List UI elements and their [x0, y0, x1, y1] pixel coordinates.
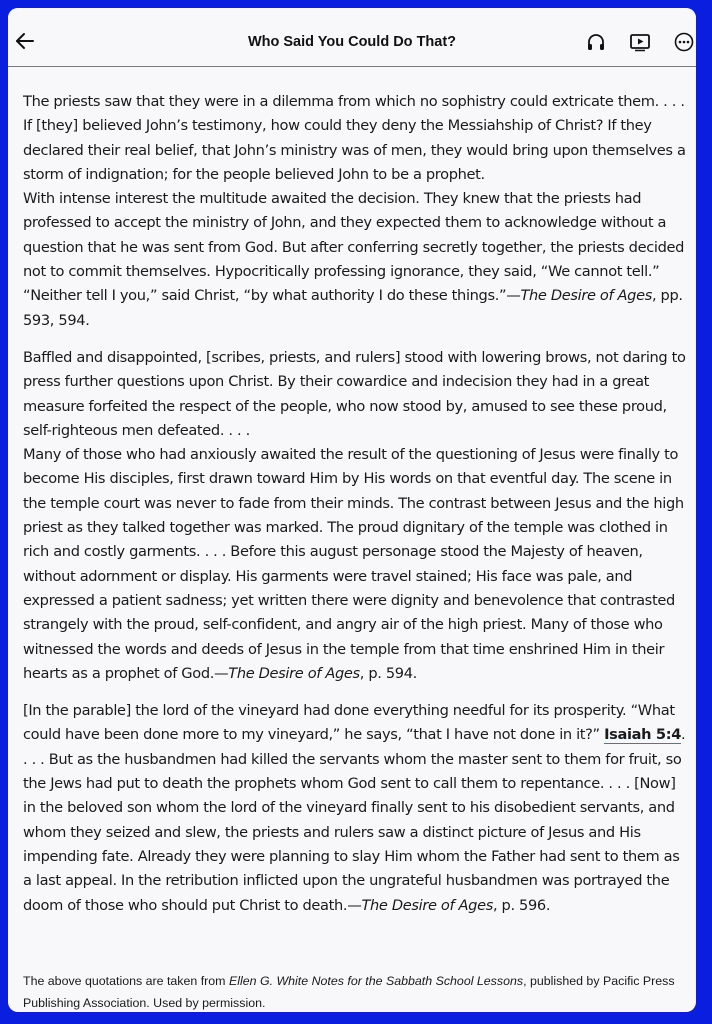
- source-pages: , p. 596.: [492, 896, 551, 914]
- reading-content: [23, 90, 687, 918]
- paragraph-text: Many of those who had anxiously awaited the result of the questioning of Jesus were finally to become His disciples, first drawn toward Him by His words on that eventful day. The scene in the temple court was never to fade from their minds. The contrast between Jesus and the high priest as they talked together was marked. The proud dignitary of the temple was clothed in rich and costly garments. . . . Before this august personage stood the Majesty of heaven, without adornment or display. His garments were travel stained; His face was pale, and expressed a patient sadness; yet written there were dignity and benevolence that contrasted strangely with the proud, self-confident, and angry air of the high priest. Many of those who witnessed the words and deeds of Jesus in the temple from that time enshrined Him in their hearts as a prophet of God.—: [23, 446, 684, 682]
- attribution-text: The above quotations are taken from: [23, 974, 229, 988]
- source-pages: , p. 594.: [359, 664, 417, 682]
- top-bar: [8, 8, 696, 67]
- attribution-source: Ellen G. White Notes for the Sabbath School Lessons: [228, 974, 524, 988]
- scripture-link[interactable]: Isaiah 5:4: [604, 726, 681, 744]
- source-title: The Desire of Ages: [520, 287, 652, 305]
- source-pages: , pp. 593, 594.: [23, 287, 683, 329]
- headphones-icon[interactable]: [585, 31, 607, 53]
- play-video-icon[interactable]: [629, 31, 651, 53]
- source-title: The Desire of Ages: [361, 896, 493, 914]
- paragraph: [23, 699, 687, 918]
- attribution-note: [23, 970, 689, 1012]
- paragraph-text: [In the parable] the lord of the vineyard had done everything needful for its prosperity. “What could have been done more to my vineyard,” he says, “that I have not done in it?”: [23, 702, 675, 744]
- app-window: [8, 8, 696, 1012]
- paragraph: Baffled and disappointed, [scribes, priests, and rulers] stood with lowering brows, not daring to press further questions upon Christ. By their cowardice and indecision they had in a great measure forfeited the respect of the people, who now stood by, amused to see these proud, self-righteous men defeated. . . .: [23, 348, 686, 439]
- source-title: The Desire of Ages: [228, 664, 360, 682]
- back-arrow-icon[interactable]: [14, 30, 36, 52]
- paragraph: [23, 187, 687, 333]
- paragraph: [23, 443, 687, 686]
- paragraph-text: . . . . But as the husbandmen had killed the servants whom the master sent to them for fruit, so the Jews had put to death the prophets whom God sent to call them to repentance. . . . [Now] in the beloved son whom the lord of the vineyard finally sent to his disobedient servants, and whom they seized and slew, the priests and rulers saw a distinct picture of Jesus and His impending fate. Already they were planning to slay Him whom the Father had sent to them as a last appeal. In the retribution inflicted upon the ungrateful husbandmen was portrayed the doom of those who should put Christ to death.—: [23, 726, 686, 914]
- paragraph-text: With intense interest the multitude awaited the decision. They knew that the priests had professed to accept the ministry of John, and they expected them to acknowledge without a question that he was sent from God. But after conferring secretly together, the priests decided not to commit themselves. Hypocritically professing ignorance, they said, “We cannot tell.” “Neither tell I you,” said Christ, “by what authority I do these things.”—: [23, 190, 685, 305]
- attribution-text: , published by Pacific Press Publishing Association. Used by permission.: [23, 974, 675, 1010]
- paragraph: The priests saw that they were in a dilemma from which no sophistry could extricate them. . . . If [they] believed John’s testimony, how could they deny the Messiahship of Christ? If they declared their real belief, that John’s ministry was of men, they would bring upon themselves a storm of indignation; for the people believed John to be a prophet.: [23, 93, 686, 183]
- page-title: Who Said You Could Do That?: [247, 34, 457, 50]
- more-options-icon[interactable]: [673, 31, 695, 53]
